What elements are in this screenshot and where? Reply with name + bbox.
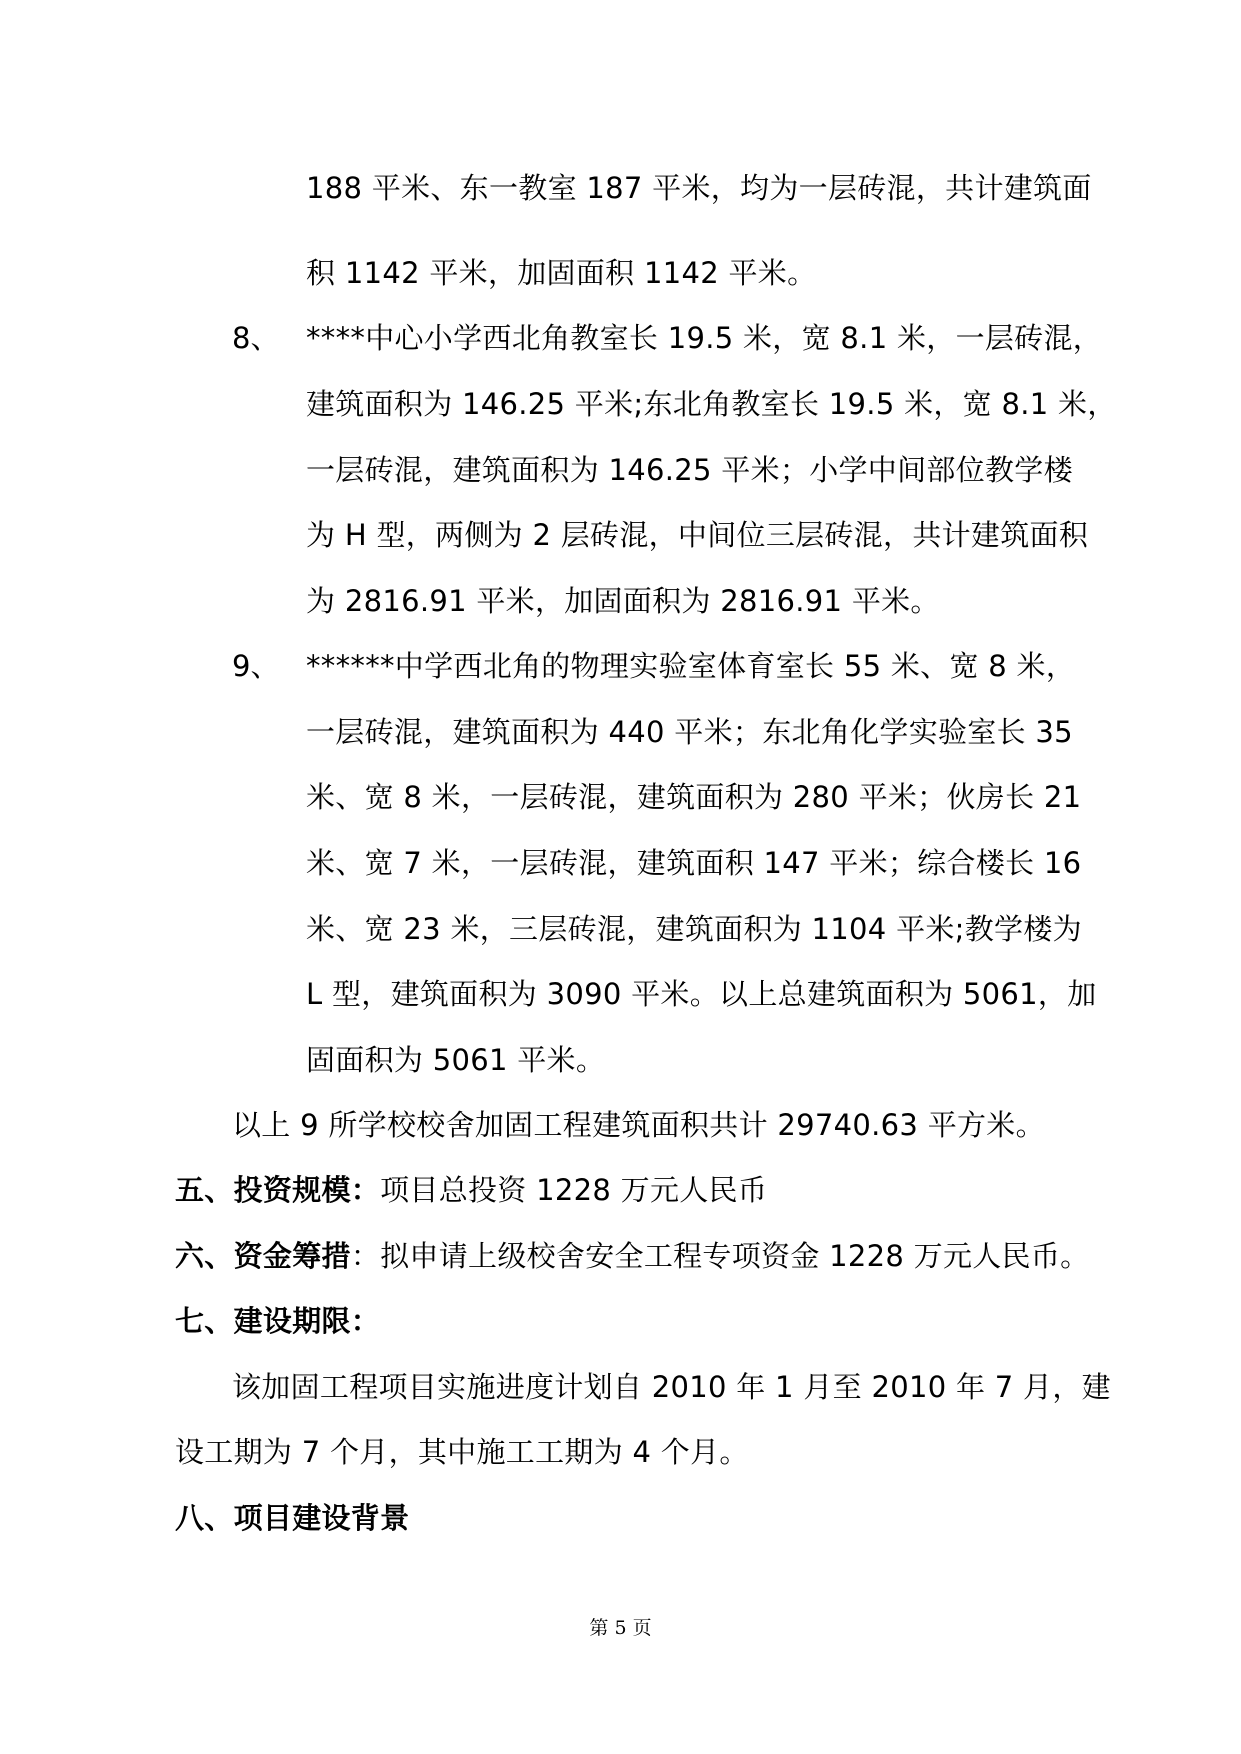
item9-line-4: 米、宽 7 米，一层砖混，建筑面积 147 平米；综合楼长 16 xyxy=(306,846,1082,880)
item8-line-2: 建筑面积为 146.25 平米;东北角教室长 19.5 米，宽 8.1 米， xyxy=(306,387,1117,421)
section-6 xyxy=(175,1236,1089,1276)
item8-line-1: ****中心小学西北角教室长 19.5 米，宽 8.1 米，一层砖混， xyxy=(306,321,1103,355)
section-7-line-2: 设工期为 7 个月，其中施工工期为 4 个月。 xyxy=(175,1435,749,1469)
item8-line-5: 为 2816.91 平米，加固面积为 2816.91 平米。 xyxy=(306,584,940,618)
item9-line-3: 米、宽 8 米，一层砖混，建筑面积为 280 平米；伙房长 21 xyxy=(306,780,1082,814)
item8-line-3: 一层砖混，建筑面积为 146.25 平米；小学中间部位教学楼 xyxy=(306,453,1073,487)
section-7-line-1: 该加固工程项目实施进度计划自 2010 年 1 月至 2010 年 7 月，建 xyxy=(232,1370,1111,1404)
item8-line-4: 为 H 型，两侧为 2 层砖混，中间位三层砖混，共计建筑面积 xyxy=(306,518,1089,552)
page-number: 第 5 页 xyxy=(589,1617,652,1639)
section-5-heading: 五、投资规模： xyxy=(175,1173,381,1207)
section-6-heading: 六、资金筹措 xyxy=(175,1239,351,1273)
section-7-heading: 七、建设期限： xyxy=(175,1304,381,1338)
item9-line-5: 米、宽 23 米，三层砖混，建筑面积为 1104 平米;教学楼为 xyxy=(306,912,1082,946)
section-5-text: 项目总投资 1228 万元人民币 xyxy=(380,1173,768,1207)
item9-number: 9、 xyxy=(232,649,280,683)
item9-line-7: 固面积为 5061 平米。 xyxy=(306,1043,606,1077)
item9-line-2: 一层砖混，建筑面积为 440 平米；东北角化学实验室长 35 xyxy=(306,715,1073,749)
item7-line-1: 188 平米、东一教室 187 平米，均为一层砖混，共计建筑面 xyxy=(306,171,1092,205)
item9-line-1: ******中学西北角的物理实验室体育室长 55 米、宽 8 米， xyxy=(306,649,1076,683)
item9-line-6: L 型，建筑面积为 3090 平米。以上总建筑面积为 5061，加 xyxy=(306,977,1097,1011)
item8-number: 8、 xyxy=(232,321,280,355)
item7-line-2: 积 1142 平米，加固面积 1142 平米。 xyxy=(306,256,817,290)
summary-text: 以上 9 所学校校舍加固工程建筑面积共计 29740.63 平方米。 xyxy=(232,1108,1045,1142)
section-6-text: ：拟申请上级校舍安全工程专项资金 1228 万元人民币。 xyxy=(350,1239,1090,1273)
section-5 xyxy=(175,1170,767,1210)
section-8-heading: 八、项目建设背景 xyxy=(175,1501,410,1535)
